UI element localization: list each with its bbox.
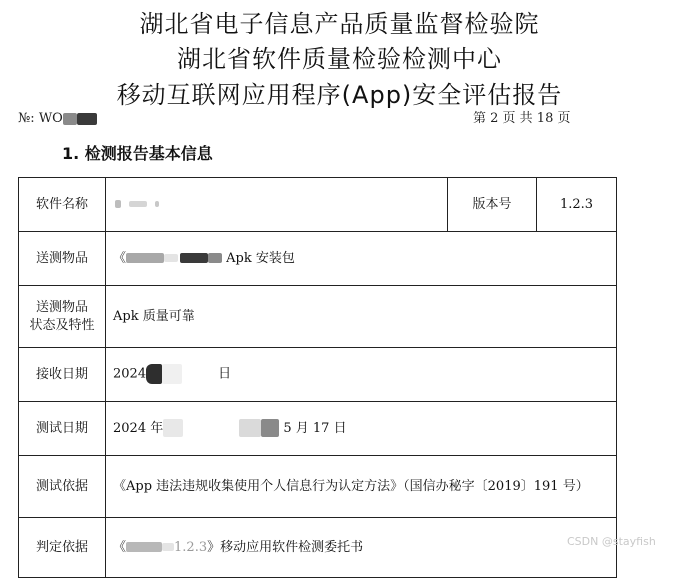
table-row xyxy=(19,178,617,232)
redaction-block xyxy=(239,419,261,437)
judgement-basis-value-start: 《 xyxy=(113,539,127,555)
redaction-block xyxy=(77,113,97,125)
section-heading: 1. 检测报告基本信息 xyxy=(62,144,213,163)
redaction-block xyxy=(146,364,162,384)
redaction-block xyxy=(180,253,208,263)
received-date-label: 接收日期 xyxy=(19,348,106,402)
received-date-value xyxy=(106,348,617,402)
received-date-value-start: 2024 xyxy=(113,366,147,382)
redaction-block xyxy=(164,254,178,262)
table-row xyxy=(19,286,617,348)
report-title: 移动互联网应用程序(App)安全评估报告 xyxy=(116,81,563,109)
item-status-value: Apk 质量可靠 xyxy=(106,286,617,348)
item-status-label-line2: 状态及特性 xyxy=(29,317,95,333)
page-indicator: 第 2 页 共 18 页 xyxy=(473,111,571,126)
item-status-label-line1: 送测物品 xyxy=(35,299,88,315)
item-status-label xyxy=(19,286,106,348)
table-row xyxy=(19,402,617,456)
test-basis-value: 《App 违法违规收集使用个人信息行为认定方法》（国信办秘字〔2019〕191 号） xyxy=(106,456,617,518)
test-basis-label: 测试依据 xyxy=(19,456,106,518)
judgement-basis-label: 判定依据 xyxy=(19,518,106,578)
redaction-block xyxy=(63,113,77,125)
submitted-item-value xyxy=(106,232,617,286)
software-name-value xyxy=(106,178,448,232)
report-number-prefix: №: WO xyxy=(18,111,63,126)
table-row xyxy=(19,348,617,402)
watermark: CSDN @stayfish xyxy=(567,535,656,548)
received-date-value-end: 日 xyxy=(218,366,232,382)
test-date-label: 测试日期 xyxy=(19,402,106,456)
version-value: 1.2.3 xyxy=(537,178,617,232)
redaction-block xyxy=(155,201,159,207)
judgement-basis-value xyxy=(106,518,617,578)
institute-title: 湖北省电子信息产品质量监督检验院 xyxy=(139,10,540,38)
version-label: 版本号 xyxy=(448,178,537,232)
submitted-item-value-start: 《 xyxy=(113,250,127,266)
judgement-basis-value-mid: 1.2.3 xyxy=(174,539,208,555)
judgement-basis-value-end: 》移动应用软件检测委托书 xyxy=(207,539,364,555)
redaction-block xyxy=(261,419,279,437)
submitted-item-value-end: Apk 安装包 xyxy=(226,250,295,266)
table-row xyxy=(19,518,617,578)
test-date-value xyxy=(106,402,617,456)
redaction-block xyxy=(126,253,164,263)
test-date-value-end: 5 月 17 日 xyxy=(283,420,347,436)
redaction-block xyxy=(163,419,183,437)
redaction-block xyxy=(162,364,182,384)
redaction-block xyxy=(129,201,147,207)
report-number xyxy=(18,110,97,128)
submitted-item-label: 送测物品 xyxy=(19,232,106,286)
redaction-block xyxy=(115,200,121,208)
software-name-label: 软件名称 xyxy=(19,178,106,232)
report-info-table xyxy=(18,177,617,578)
table-row xyxy=(19,232,617,286)
redaction-block xyxy=(162,543,174,551)
redaction-block xyxy=(208,253,222,263)
table-row xyxy=(19,456,617,518)
test-date-value-start: 2024 年 xyxy=(113,420,164,436)
redaction-block xyxy=(126,542,162,552)
center-title: 湖北省软件质量检验检测中心 xyxy=(177,45,502,73)
